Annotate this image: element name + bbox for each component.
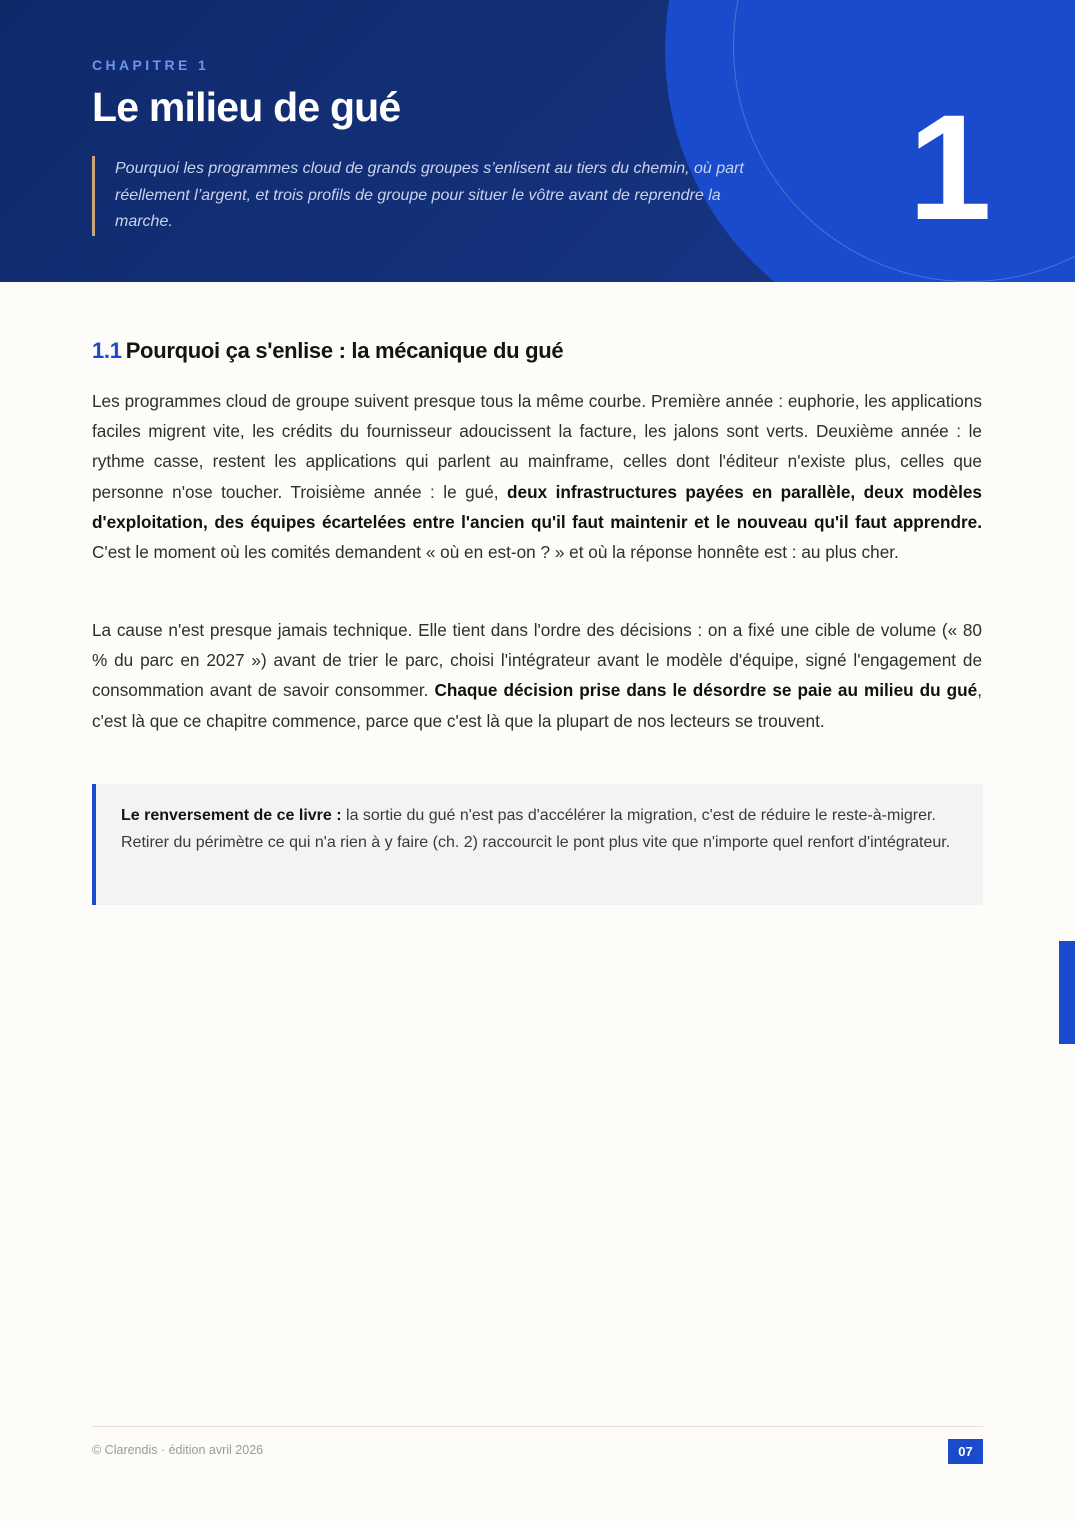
callout-lead: Le renversement de ce livre : (121, 807, 342, 824)
paragraph-text: , c'est là que ce chapitre commence, parce que c'est là que la plupart de nos lecteurs se trouvent. (92, 680, 982, 731)
footer-copyright: © Clarendis · édition avril 2026 (92, 1443, 264, 1457)
paragraph-text: C'est le moment où les comités demandent « où en est-on ? » et où la réponse honnête est : au plus cher. (92, 542, 899, 563)
section-title: Pourquoi ça s'enlise : la mécanique du gué (125, 338, 564, 363)
chapter-side-tab (1059, 941, 1075, 1044)
chapter-header (0, 0, 1075, 282)
page-number: 07 (948, 1439, 983, 1464)
key-insight-callout (92, 784, 983, 905)
chapter-number: 1 (908, 83, 992, 251)
chapter-lede: Pourquoi les programmes cloud de grands groupes s’enlisent au tiers du chemin, où part réellement l’argent, et trois profils de groupe pour situer le vôtre avant de reprendre la marche. (92, 156, 765, 236)
paragraph-emphasis: Chaque décision prise dans le désordre se paie au milieu du gué (434, 680, 978, 701)
section-heading (92, 338, 563, 364)
body-paragraph-1 (92, 386, 982, 567)
chapter-title: Le milieu de gué (92, 84, 401, 130)
callout-text: la sortie du gué n'est pas d'accélérer la migration, c'est de réduire le reste-à-migrer. Retirer du périmètre ce qui n'a rien à y faire (ch. 2) raccourcit le pont plus vite que n'importe quel renfort d'intégrateur. (121, 807, 951, 851)
chapter-kicker: CHAPITRE 1 (92, 57, 210, 73)
footer-divider (92, 1426, 983, 1427)
body-paragraph-2 (92, 615, 982, 736)
paragraph-emphasis: deux infrastructures payées en parallèle, deux modèles d'exploitation, des équipes écartelées entre l'ancien qu'il faut maintenir et le nouveau qu'il faut apprendre. (92, 481, 982, 532)
section-number: 1.1 (92, 338, 122, 363)
paragraph-text: Les programmes cloud de groupe suivent presque tous la même courbe. Première année : euphorie, les applications faciles migrent vite, les crédits du fournisseur adoucissent la facture, les jalons sont verts. Deuxième année : le rythme casse, restent les applications qui parlent au mainframe, celles dont l'éditeur n'existe plus, celles que personne n'ose toucher. Troisième année : le gué, (92, 391, 982, 502)
paragraph-text: La cause n'est presque jamais technique. Elle tient dans l'ordre des décisions : on a fixé une cible de volume (« 80 % du parc en 2027 ») avant de trier le parc, choisi l'intégrateur avant le modèle d'équipe, signé l'engagement de consommation avant de savoir consommer. (92, 620, 982, 701)
